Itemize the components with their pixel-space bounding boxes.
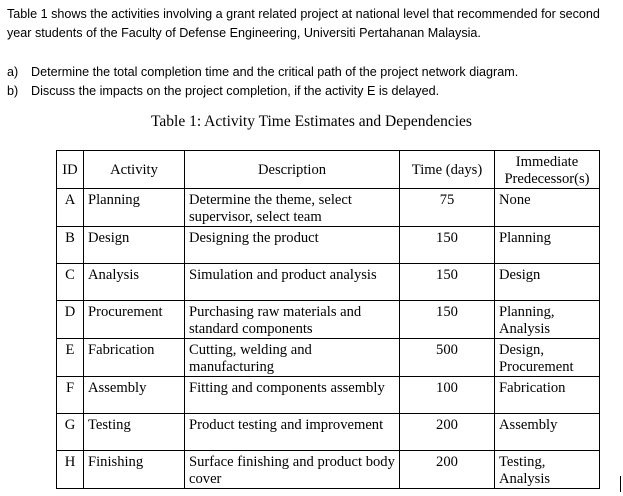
cell-predecessor: None — [495, 189, 600, 227]
table-row — [57, 377, 600, 414]
table-header-row — [57, 151, 600, 189]
cell-time: 200 — [400, 451, 495, 489]
table-row — [57, 264, 600, 301]
cell-activity: Assembly — [84, 377, 185, 414]
activity-table — [56, 150, 600, 489]
cell-id: E — [57, 339, 84, 377]
cell-time: 200 — [400, 414, 495, 451]
text-cursor — [620, 476, 621, 492]
cell-time: 75 — [400, 189, 495, 227]
cell-description: Determine the theme, select supervisor, select team — [185, 189, 400, 227]
cell-description: Simulation and product analysis — [185, 264, 400, 301]
cell-predecessor: Design — [495, 264, 600, 301]
cell-description: Cutting, welding and manufacturing — [185, 339, 400, 377]
table-row — [57, 339, 600, 377]
cell-activity: Testing — [84, 414, 185, 451]
cell-predecessor: Planning — [495, 227, 600, 264]
table-row — [57, 414, 600, 451]
header-id: ID — [57, 151, 84, 189]
header-time: Time (days) — [400, 151, 495, 189]
cell-description: Fitting and components assembly — [185, 377, 400, 414]
cell-time: 500 — [400, 339, 495, 377]
table-row — [57, 227, 600, 264]
cell-description: Surface finishing and product body cover — [185, 451, 400, 489]
question-a — [7, 63, 619, 82]
cell-id: C — [57, 264, 84, 301]
cell-predecessor: Design, Procurement — [495, 339, 600, 377]
cell-id: B — [57, 227, 84, 264]
question-label: b) — [7, 84, 19, 98]
cell-time: 150 — [400, 227, 495, 264]
cell-time: 100 — [400, 377, 495, 414]
cell-id: H — [57, 451, 84, 489]
cell-activity: Planning — [84, 189, 185, 227]
cell-predecessor: Assembly — [495, 414, 600, 451]
header-predecessor: Immediate Predecessor(s) — [495, 151, 600, 189]
intro-paragraph: Table 1 shows the activities involving a grant related project at national level that recommended for second year students of the Faculty of Defense Engineering, Universiti Pertahanan Malaysia. — [7, 7, 600, 40]
cell-description: Purchasing raw materials and standard components — [185, 301, 400, 339]
cell-predecessor: Testing, Analysis — [495, 451, 600, 489]
header-activity: Activity — [84, 151, 185, 189]
cell-predecessor: Fabrication — [495, 377, 600, 414]
cell-activity: Design — [84, 227, 185, 264]
table-row — [57, 301, 600, 339]
cell-activity: Finishing — [84, 451, 185, 489]
cell-time: 150 — [400, 264, 495, 301]
cell-description: Product testing and improvement — [185, 414, 400, 451]
question-text: Discuss the impacts on the project completion, if the activity E is delayed. — [31, 84, 440, 98]
question-text: Determine the total completion time and the critical path of the project network diagram. — [31, 65, 519, 79]
table-row — [57, 451, 600, 489]
question-list — [7, 63, 619, 101]
header-description: Description — [185, 151, 400, 189]
cell-id: D — [57, 301, 84, 339]
cell-description: Designing the product — [185, 227, 400, 264]
cell-id: G — [57, 414, 84, 451]
cell-predecessor: Planning, Analysis — [495, 301, 600, 339]
question-b — [7, 82, 619, 101]
table-row — [57, 189, 600, 227]
cell-id: A — [57, 189, 84, 227]
cell-time: 150 — [400, 301, 495, 339]
cell-id: F — [57, 377, 84, 414]
table-caption: Table 1: Activity Time Estimates and Dependencies — [151, 113, 472, 130]
cell-activity: Analysis — [84, 264, 185, 301]
cell-activity: Procurement — [84, 301, 185, 339]
question-label: a) — [7, 65, 19, 79]
cell-activity: Fabrication — [84, 339, 185, 377]
